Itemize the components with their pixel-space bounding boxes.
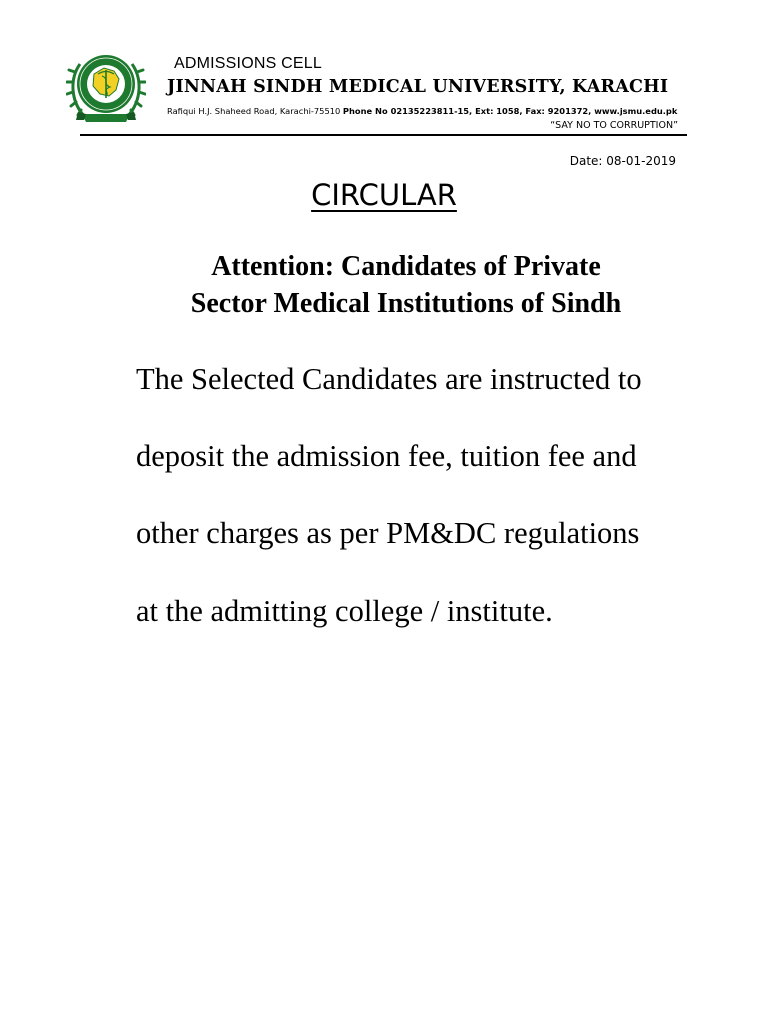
page-title: [0, 178, 768, 212]
attention-line-2: Sector Medical Institutions of Sindh: [190, 288, 622, 319]
body-line-4: at the admitting college / institute.: [136, 594, 553, 628]
header-divider: [80, 134, 687, 136]
body-line-2: deposit the admission fee, tuition fee and: [136, 439, 637, 473]
body-line-3: other charges as per PM&DC regulations: [136, 516, 640, 550]
body-line-1: The Selected Candidates are instructed to: [136, 362, 642, 396]
circular-date: Date: 08-01-2019: [569, 154, 676, 168]
university-address: [167, 106, 677, 116]
contact-details: Phone No 02135223811-15, Ext: 1058, Fax: 9201372, www.jsmu.edu.pk: [342, 106, 678, 116]
address-text: Rafiqui H.J. Shaheed Road, Karachi-75510: [167, 106, 341, 116]
attention-line-1: Attention: Candidates of Private: [211, 251, 601, 282]
attention-heading: [0, 248, 768, 322]
anti-corruption-slogan: “SAY NO TO CORRUPTION”: [550, 120, 678, 131]
title-text: CIRCULAR: [311, 178, 457, 212]
university-seal-icon: [66, 44, 146, 128]
department-name: ADMISSIONS CELL: [174, 55, 322, 72]
university-name: JINNAH SINDH MEDICAL UNIVERSITY, KARACHI: [167, 77, 669, 97]
